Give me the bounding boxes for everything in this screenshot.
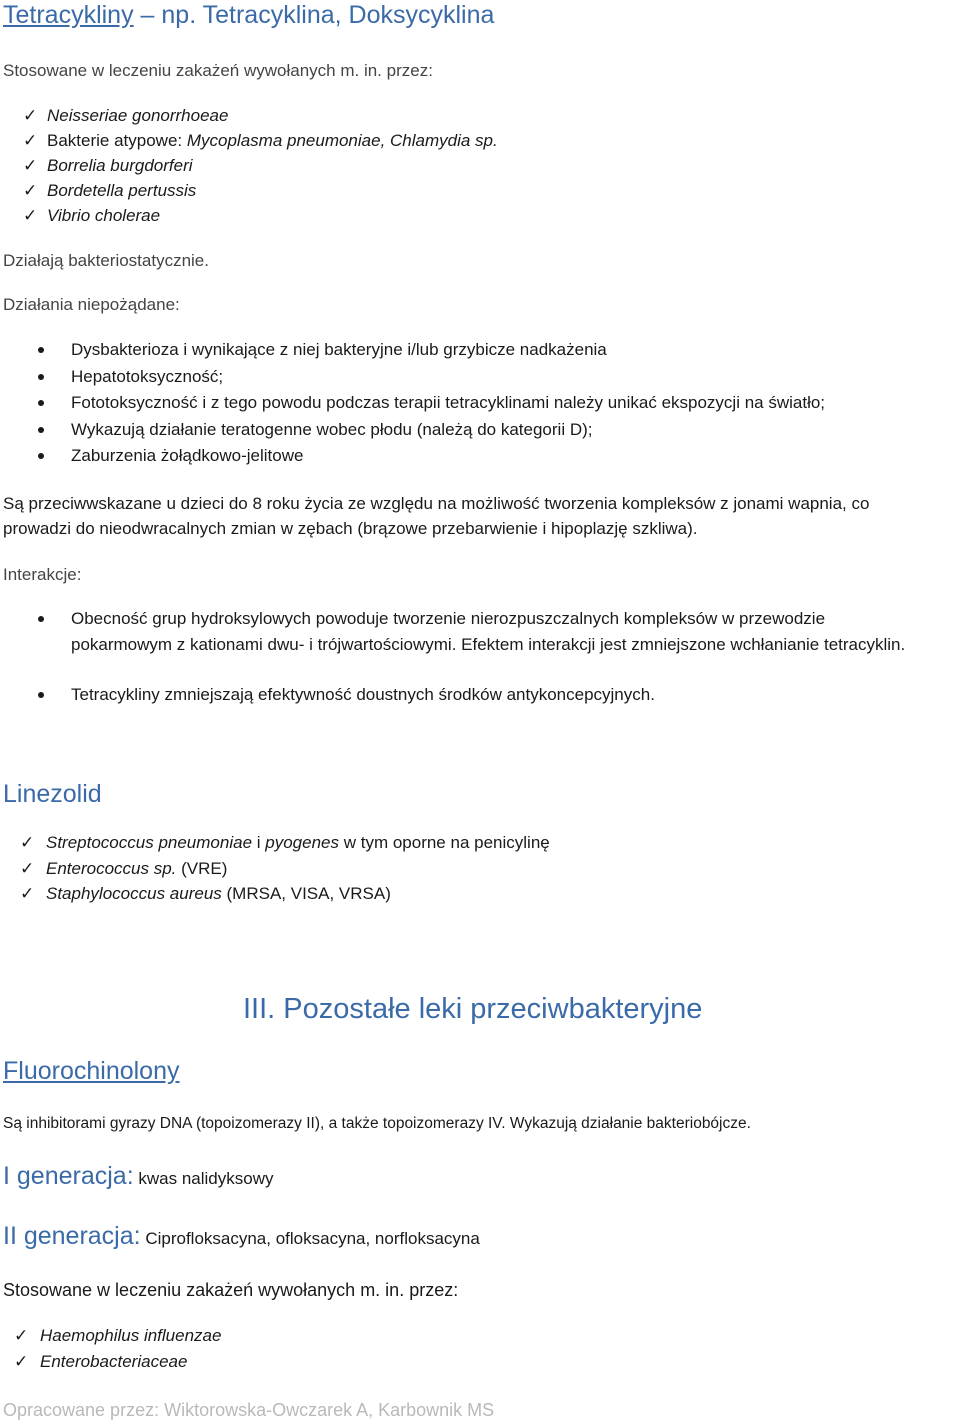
check-icon: ✓ (14, 1351, 29, 1371)
bullet-icon (38, 453, 44, 459)
check-icon: ✓ (23, 131, 38, 150)
linezolid-heading: Linezolid (3, 780, 102, 808)
list-item: ✓ Streptococcus pneumoniae i pyogenes w tym oporne na penicylinę (20, 830, 550, 856)
check-icon: ✓ (23, 156, 38, 175)
fluoroquinolones-description: Są inhibitorami gyrazy DNA (topoizomerazy II), a także topoizomerazy IV. Wykazują działanie bakteriobójcze. (3, 1115, 751, 1132)
side-effects-heading: Działania niepożądane: (3, 295, 180, 314)
list-item: ✓ Borrelia burgdorferi (23, 153, 498, 178)
fluoroquinolones-organism-list (14, 1323, 221, 1374)
tetracycline-title-examples: – np. Tetracyklina, Doksycyklina (133, 1, 495, 29)
bullet-icon (38, 427, 44, 433)
check-icon: ✓ (20, 884, 35, 903)
interactions-heading: Interakcje: (3, 565, 82, 584)
list-item: Tetracykliny zmniejszają efektywność doustnych środków antykoncepcyjnych. (38, 682, 918, 708)
check-icon: ✓ (23, 206, 38, 225)
tetracycline-title-link: Tetracykliny (3, 1, 134, 29)
list-item: ✓ Staphylococcus aureus (MRSA, VISA, VRSA) (20, 881, 550, 907)
list-item: Obecność grup hydroksylowych powoduje tworzenie nierozpuszczalnych kompleksów w przewodzie pokarmowym z kationami dwu- i trójwartościowymi. Efektem interakcji jest zmniejszone wchłanianie tetracyklin. (38, 606, 918, 682)
list-item: ✓ Vibrio cholerae (23, 203, 498, 228)
bullet-icon (38, 347, 44, 353)
bullet-icon (38, 692, 44, 698)
list-item: Wykazują działanie teratogenne wobec płodu (należą do kategorii D); (38, 417, 825, 444)
generation-1-value: kwas nalidyksowy (133, 1169, 274, 1188)
generation-1-row (3, 1160, 273, 1195)
generation-2-row (3, 1220, 480, 1255)
bullet-icon (38, 374, 44, 380)
generation-2-value: Ciprofloksacyna, ofloksacyna, norfloksacyna (140, 1229, 480, 1248)
list-item: ✓ Enterobacteriaceae (14, 1349, 221, 1375)
section-3-title: III. Pozostałe leki przeciwbakteryjne (243, 993, 703, 1025)
tetracycline-used-intro: Stosowane w leczeniu zakażeń wywołanych m. in. przez: (3, 61, 433, 80)
check-icon: ✓ (20, 858, 35, 878)
list-item: ✓ Bakterie atypowe: Mycoplasma pneumoniae, Chlamydia sp. (23, 128, 498, 153)
side-effects-list (38, 337, 825, 470)
generation-2-label: II generacja: (3, 1222, 141, 1250)
check-icon: ✓ (23, 181, 38, 200)
tetracycline-action: Działają bakteriostatycznie. (3, 251, 209, 270)
check-icon: ✓ (14, 1326, 29, 1345)
tetracycline-heading (3, 0, 494, 30)
footer-credits: Opracowane przez: Wiktorowska-Owczarek A, Karbownik MS (3, 1400, 495, 1420)
bullet-icon (38, 616, 44, 622)
list-item: Zaburzenia żołądkowo-jelitowe (38, 443, 825, 470)
interactions-list (38, 606, 918, 708)
check-icon: ✓ (23, 106, 38, 125)
contraindication-line-1: Są przeciwwskazane u dzieci do 8 roku życia ze względu na możliwość tworzenia kompleksów z jonami wapnia, co (3, 494, 870, 513)
list-item: ✓ Enterococcus sp. (VRE) (20, 856, 550, 882)
tetracycline-organism-list (23, 103, 498, 228)
list-item: ✓ Haemophilus influenzae (14, 1323, 221, 1349)
contraindication-line-2: prowadzi do nieodwracalnych zmian w zębach (brązowe przebarwienie i hipoplazję szkliwa). (3, 519, 698, 538)
list-item: Dysbakterioza i wynikające z niej bakteryjne i/lub grzybicze nadkażenia (38, 337, 825, 364)
fluoroquinolones-heading: Fluorochinolony (3, 1057, 180, 1085)
list-item: Hepatotoksyczność; (38, 364, 825, 391)
linezolid-organism-list (20, 830, 550, 907)
fluoroquinolones-used-intro: Stosowane w leczeniu zakażeń wywołanych m. in. przez: (3, 1280, 459, 1300)
generation-1-label: I generacja: (3, 1162, 134, 1190)
check-icon: ✓ (20, 833, 35, 852)
bullet-icon (38, 400, 44, 406)
list-item: Fototoksyczność i z tego powodu podczas terapii tetracyklinami należy unikać ekspozycji na światło; (38, 390, 825, 417)
list-item: ✓ Neisseriae gonorrhoeae (23, 103, 498, 128)
list-item: ✓ Bordetella pertussis (23, 178, 498, 203)
